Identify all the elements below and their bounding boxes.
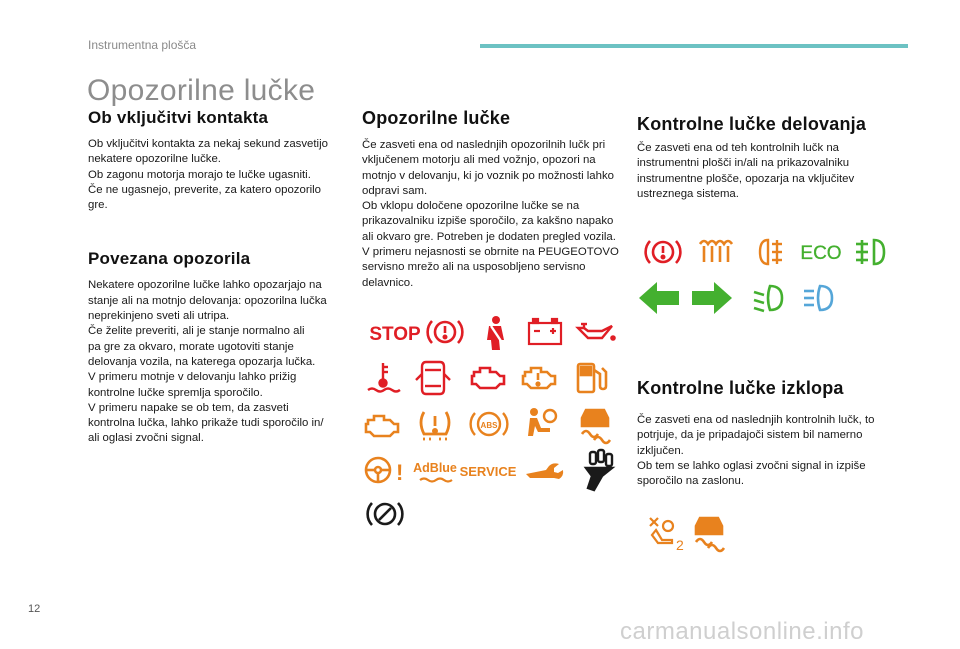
text-deactivation-lamps: Če zasveti ena od naslednjih kontrolnih lučk, to potrjuje, da je pripadajoči sistem bil namerno izključen. Ob tem se lahko oglasi zvočni signal in izpiše sporočilo na zaslonu. bbox=[637, 414, 875, 488]
heading-related-warnings: Povezana opozorila bbox=[88, 249, 251, 269]
text-ignition: Ob vključitvi kontakta za nekaj sekund zasvetijo nekatere opozorilne lučke. Ob zagonu motorja morajo te lučke ugasniti. Če ne ugasnejo, preverite, za katero opozorilo gre. bbox=[88, 138, 328, 212]
heading-warning-lamps: Opozorilne lučke bbox=[362, 108, 511, 128]
fuel-low-warning-icon bbox=[568, 358, 614, 398]
heading-deactivation-lamps: Kontrolne lučke izklopa bbox=[637, 378, 844, 399]
seatbelt-warning-icon bbox=[472, 312, 518, 352]
abs-warning-icon bbox=[466, 404, 512, 444]
stop-warning-icon bbox=[369, 312, 421, 352]
airbag-off-number-label: 2 bbox=[676, 537, 684, 553]
left-turn-indicator-icon bbox=[635, 278, 683, 318]
main-beam-indicator-icon bbox=[796, 278, 842, 318]
adblue-icon-label: AdBlue bbox=[413, 461, 457, 475]
heading-ignition: Ob vključitvi kontakta bbox=[88, 108, 269, 127]
right-turn-indicator-icon bbox=[688, 278, 736, 318]
electric-parking-brake-warning-icon bbox=[362, 494, 408, 534]
column-ignition bbox=[88, 108, 346, 447]
maintenance-wrench-icon bbox=[520, 450, 566, 490]
brake-indicator-icon bbox=[640, 232, 686, 272]
heading-operation-lamps: Kontrolne lučke delovanja bbox=[637, 114, 867, 134]
page-title: Opozorilne lučke bbox=[87, 74, 316, 107]
page-number: 12 bbox=[28, 603, 41, 615]
dipped-beam-indicator-icon bbox=[746, 278, 792, 318]
stop-icon-label: STOP bbox=[369, 324, 421, 345]
stability-control-warning-icon bbox=[572, 404, 618, 444]
rear-fog-indicator-icon bbox=[746, 232, 792, 272]
service-icon-label: SERVICE bbox=[459, 464, 517, 479]
front-fog-indicator-icon bbox=[848, 232, 894, 272]
glow-plug-indicator-icon bbox=[692, 232, 738, 272]
eco-icon-label: ECO bbox=[800, 243, 842, 264]
top-accent-rule bbox=[480, 44, 908, 48]
oil-pressure-warning-icon bbox=[572, 312, 618, 352]
brake-warning-icon bbox=[422, 312, 468, 352]
tyre-pressure-warning-icon bbox=[412, 404, 458, 444]
engine-warning-icon bbox=[464, 358, 510, 398]
door-open-warning-icon bbox=[410, 358, 456, 398]
watermark: carmanualsonline.info bbox=[620, 618, 864, 645]
eco-indicator-icon bbox=[796, 232, 846, 272]
adblue-warning-icon bbox=[412, 450, 458, 490]
section-label: Instrumentna plošča bbox=[88, 38, 197, 52]
column-warning-lamps bbox=[362, 108, 624, 291]
steering-warning-icon bbox=[360, 450, 406, 490]
abs-icon-label: ABS bbox=[480, 421, 498, 430]
steering-exclamation-label: ! bbox=[396, 460, 404, 485]
text-warning-lamps: Če zasveti ena od naslednjih opozorilnih lučk pri vključenem motorju ali med vožnjo, opozori na motnjo v delovanju, ki jo voznik po možnosti lahko odpravi sam. Ob vklopu določene opozorilne lučke se na prikazovalniku izpiše sporočilo, za kakšno napako ali okvaro gre. Potreben je dodaten pregled vozila. V primeru nejasnosti se obrnite na PEUGEOTOVO servisno mrežo ali na usposobljeno servisno delavnico. bbox=[362, 139, 619, 289]
engine-fault-warning-icon bbox=[515, 358, 561, 398]
foot-on-brake-icon bbox=[574, 446, 620, 494]
coolant-temperature-warning-icon bbox=[360, 358, 406, 398]
text-related-warnings: Nekatere opozorilne lučke lahko opozarjajo na stanje ali na motnjo delovanja: opozorilna lučka neprekinjeno sveti ali utripa. Če želite preveriti, ali je stanje normalno ali pa gre za okvaro, morate ugotoviti stanje delovanja vozila, na katerega opozarja lučka. V primeru motnje v delovanju lahko prižig kontrolne lučke spremlja sporočilo. V primeru napake se ob tem, da zasveti kontrolna lučka, lahko prikaže tudi sporočilo in/ ali oglasi zvočni signal. bbox=[88, 279, 327, 445]
battery-warning-icon bbox=[522, 312, 568, 352]
stability-control-off-indicator-icon bbox=[686, 512, 732, 552]
emission-control-warning-icon bbox=[360, 404, 406, 444]
airbag-off-indicator-icon bbox=[642, 512, 688, 552]
text-operation-lamps: Če zasveti ena od teh kontrolnih lučk na instrumentni plošči in/ali na prikazovalniku instrumentne plošče, opozarja na vključitev ustreznega sistema. bbox=[637, 142, 855, 200]
service-warning-icon bbox=[459, 450, 517, 490]
airbag-warning-icon bbox=[518, 404, 564, 444]
